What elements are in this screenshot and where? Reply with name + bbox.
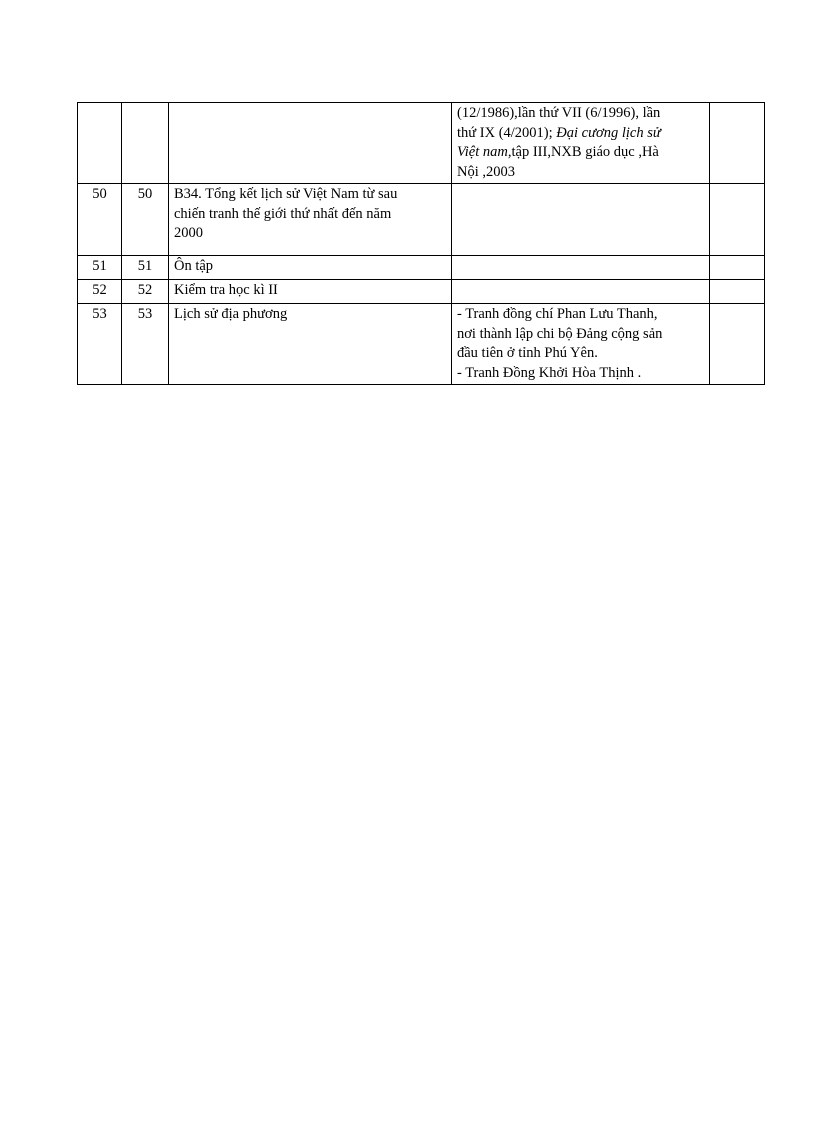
lesson-title-line: Ôn tập — [174, 258, 214, 274]
period-cell: 53 — [122, 304, 169, 385]
table-row — [78, 184, 765, 256]
table-row — [78, 256, 765, 280]
materials-text: (12/1986),lần thứ VII (6/1996), lần — [457, 105, 661, 121]
week-cell — [78, 103, 122, 184]
materials-line — [457, 104, 704, 124]
period-cell: 52 — [122, 280, 169, 304]
materials-line: đầu tiên ở tỉnh Phú Yên. — [457, 345, 598, 361]
table-row — [78, 304, 765, 385]
week-cell: 50 — [78, 184, 122, 256]
lesson-title-cell — [169, 103, 452, 184]
lesson-title-cell — [169, 304, 452, 385]
week-cell: 53 — [78, 304, 122, 385]
note-cell — [710, 184, 765, 256]
table-row — [78, 103, 765, 184]
lesson-title-cell — [169, 184, 452, 256]
materials-cell — [452, 103, 710, 184]
week-cell: 51 — [78, 256, 122, 280]
lesson-plan-table — [77, 102, 765, 385]
week-cell: 52 — [78, 280, 122, 304]
lesson-title-cell — [169, 256, 452, 280]
lesson-title-line: Kiểm tra học kì II — [174, 282, 278, 298]
period-cell: 51 — [122, 256, 169, 280]
period-cell — [122, 103, 169, 184]
materials-text: Nội ,2003 — [457, 163, 515, 180]
book-title-text: Đại cương lịch sử — [556, 124, 661, 141]
materials-cell — [452, 184, 710, 256]
materials-text: thứ IX (4/2001); — [457, 124, 557, 141]
materials-line: - Tranh đồng chí Phan Lưu Thanh, — [457, 306, 658, 322]
materials-line: - Tranh Đồng Khởi Hòa Thịnh . — [457, 364, 642, 381]
table-row — [78, 280, 765, 304]
note-cell — [710, 304, 765, 385]
lesson-title-line: 2000 — [174, 225, 203, 241]
materials-line — [457, 143, 704, 163]
lesson-title-line: B34. Tổng kết lịch sử Việt Nam từ sau — [174, 186, 398, 202]
lesson-title-line: chiến tranh thế giới thứ nhất đến năm — [174, 205, 392, 222]
lesson-title-line: Lịch sử địa phương — [174, 306, 288, 322]
materials-cell — [452, 304, 710, 385]
materials-cell — [452, 256, 710, 280]
note-cell — [710, 103, 765, 184]
materials-text: tập III,NXB giáo dục ,Hà — [511, 144, 659, 160]
materials-cell — [452, 280, 710, 304]
materials-line — [457, 163, 704, 183]
note-cell — [710, 280, 765, 304]
lesson-title-cell — [169, 280, 452, 304]
book-title-text: Việt nam, — [457, 144, 512, 160]
note-cell — [710, 256, 765, 280]
materials-line: nơi thành lập chi bộ Đảng cộng sản — [457, 325, 663, 342]
period-cell: 50 — [122, 184, 169, 256]
materials-line — [457, 124, 704, 144]
